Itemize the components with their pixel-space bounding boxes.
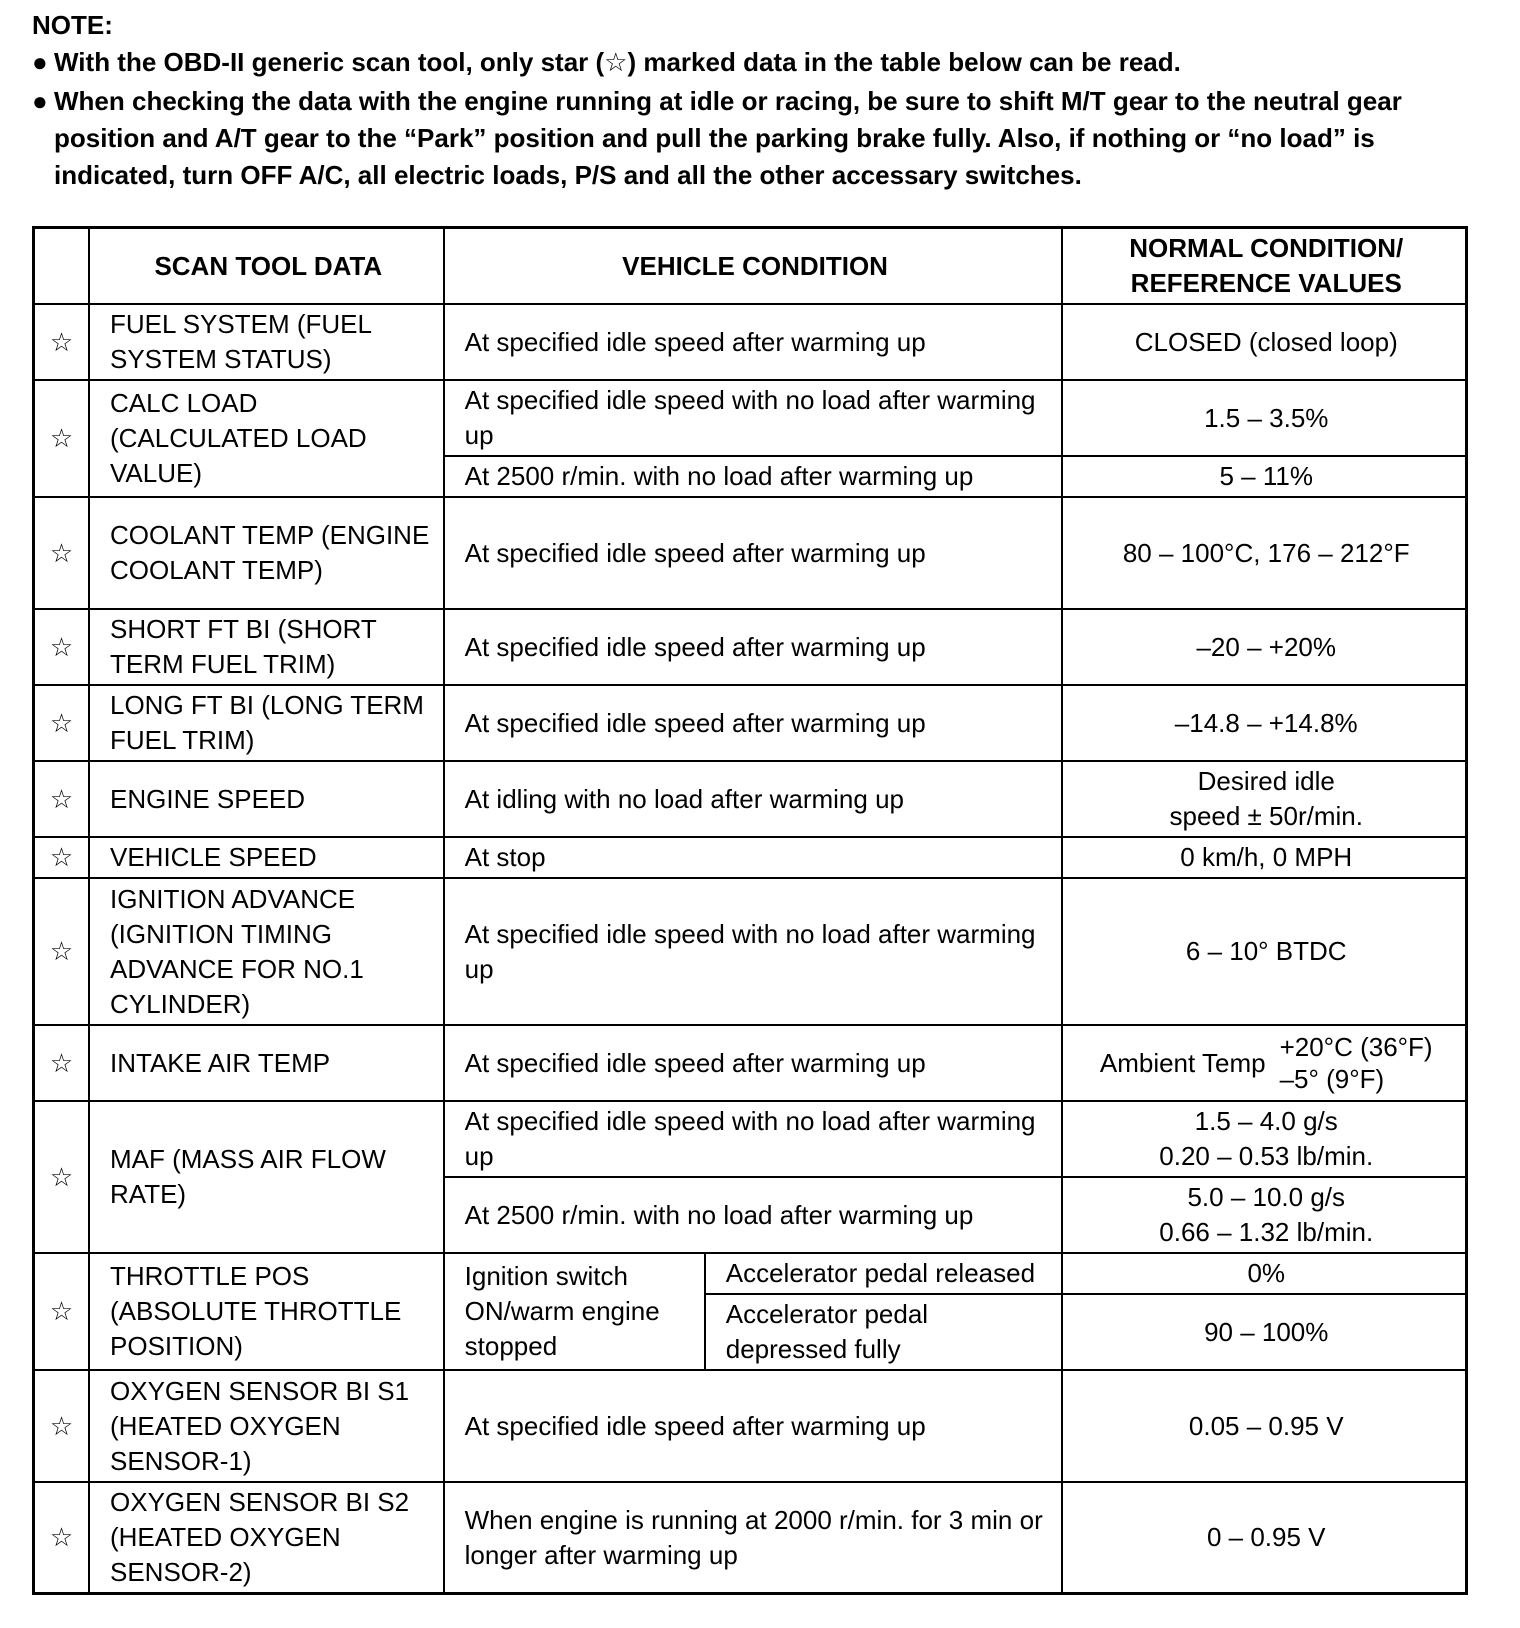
value-cell: –20 – +20% <box>1062 609 1466 685</box>
condition-cell: At specified idle speed after warming up <box>444 609 1063 685</box>
bullet-icon: ● <box>32 47 48 77</box>
scan-data-ignition-advance: IGNITION ADVANCE (IGNITION TIMING ADVANCE FOR NO.1 CYLINDER) <box>89 878 444 1025</box>
table-row <box>34 1482 1467 1594</box>
condition-cell: At idling with no load after warming up <box>444 761 1063 837</box>
scan-data-maf: MAF (MASS AIR FLOW RATE) <box>89 1101 444 1253</box>
scan-data-o2-s1: OXYGEN SENSOR BI S1 (HEATED OXYGEN SENSOR-1) <box>89 1370 444 1482</box>
table-row <box>34 304 1467 380</box>
star-icon: ☆ <box>34 761 90 837</box>
scan-tool-data-table <box>32 226 1468 1595</box>
value-cell: 0 km/h, 0 MPH <box>1062 837 1466 878</box>
scan-data-engine-speed: ENGINE SPEED <box>89 761 444 837</box>
value-cell: CLOSED (closed loop) <box>1062 304 1466 380</box>
condition-cell: At stop <box>444 837 1063 878</box>
value-cell: 0% <box>1062 1253 1466 1294</box>
header-scan-tool-data: SCAN TOOL DATA <box>89 228 444 305</box>
star-icon: ☆ <box>34 1370 90 1482</box>
table-row <box>34 380 1467 456</box>
value-line: 1.5 – 4.0 g/s <box>1194 1106 1338 1136</box>
scan-data-coolant-temp: COOLANT TEMP (ENGINE COOLANT TEMP) <box>89 497 444 609</box>
table-row <box>34 761 1467 837</box>
value-cell: 0.05 – 0.95 V <box>1062 1370 1466 1482</box>
condition-cell: At specified idle speed after warming up <box>444 1025 1063 1101</box>
value-cell: 90 – 100% <box>1062 1294 1466 1370</box>
header-star-cell <box>34 228 90 305</box>
value-cell: 6 – 10° BTDC <box>1062 878 1466 1025</box>
star-icon: ☆ <box>34 685 90 761</box>
scan-data-intake-air-temp: INTAKE AIR TEMP <box>89 1025 444 1101</box>
star-icon: ☆ <box>34 380 90 497</box>
sub-condition-cell: Accelerator pedal released <box>705 1253 1063 1294</box>
value-cell: 5 – 11% <box>1062 456 1466 497</box>
table-row <box>34 837 1467 878</box>
value-cell: 80 – 100°C, 176 – 212°F <box>1062 497 1466 609</box>
note-item <box>32 83 1502 194</box>
condition-cell: At specified idle speed after warming up <box>444 1370 1063 1482</box>
star-icon: ☆ <box>34 1101 90 1253</box>
value-line: Desired idle <box>1197 766 1335 796</box>
table-header-row <box>34 228 1467 305</box>
value-cell <box>1062 1177 1466 1253</box>
header-normal-line1: NORMAL CONDITION/ <box>1129 233 1404 263</box>
condition-cell: At specified idle speed after warming up <box>444 304 1063 380</box>
table-row <box>34 497 1467 609</box>
star-icon: ☆ <box>34 304 90 380</box>
value-line: 0.66 – 1.32 lb/min. <box>1159 1217 1374 1247</box>
value-line: speed ± 50r/min. <box>1169 801 1363 831</box>
note-text: With the OBD-II generic scan tool, only star (☆) marked data in the table below can be read. <box>54 47 1181 77</box>
value-cell <box>1062 1101 1466 1177</box>
ambient-temp-label: Ambient Temp <box>1099 1047 1266 1078</box>
condition-cell: At specified idle speed with no load after warming up <box>444 1101 1063 1177</box>
header-vehicle-condition: VEHICLE CONDITION <box>444 228 1063 305</box>
condition-cell: At 2500 r/min. with no load after warming up <box>444 1177 1063 1253</box>
sub-condition-cell: Accelerator pedal depressed fully <box>705 1294 1063 1370</box>
value-line: 5.0 – 10.0 g/s <box>1187 1182 1346 1212</box>
scan-data-long-ft: LONG FT BI (LONG TERM FUEL TRIM) <box>89 685 444 761</box>
note-block <box>32 8 1502 194</box>
star-icon: ☆ <box>34 878 90 1025</box>
condition-cell: When engine is running at 2000 r/min. for 3 min or longer after warming up <box>444 1482 1063 1594</box>
value-cell <box>1062 1025 1466 1101</box>
tolerance-plus: +20°C (36°F) <box>1279 1032 1433 1062</box>
scan-data-throttle-pos: THROTTLE POS (ABSOLUTE THROTTLE POSITION) <box>89 1253 444 1370</box>
bullet-icon: ● <box>32 86 48 116</box>
scan-data-short-ft: SHORT FT BI (SHORT TERM FUEL TRIM) <box>89 609 444 685</box>
note-text: When checking the data with the engine running at idle or racing, be sure to shift M/T gear to the neutral gear position and A/T gear to the “Park” position and pull the parking brake fully. Also, if nothing or “no load” is indicated, turn OFF A/C, all electric loads, P/S and all the other accessary switches. <box>54 86 1402 190</box>
tolerance-block <box>1280 1031 1433 1095</box>
value-cell: 0 – 0.95 V <box>1062 1482 1466 1594</box>
header-normal-line2: REFERENCE VALUES <box>1130 268 1402 298</box>
table-row <box>34 1253 1467 1294</box>
star-icon: ☆ <box>34 1253 90 1370</box>
condition-cell: At 2500 r/min. with no load after warming up <box>444 456 1063 497</box>
condition-cell: At specified idle speed with no load after warming up <box>444 878 1063 1025</box>
star-icon: ☆ <box>34 1025 90 1101</box>
value-cell: –14.8 – +14.8% <box>1062 685 1466 761</box>
table-row <box>34 1370 1467 1482</box>
table-row <box>34 878 1467 1025</box>
table-row <box>34 1025 1467 1101</box>
header-normal-condition <box>1062 228 1466 305</box>
table-row <box>34 1101 1467 1177</box>
note-item <box>32 44 1502 81</box>
condition-cell: At specified idle speed after warming up <box>444 685 1063 761</box>
star-icon: ☆ <box>34 1482 90 1594</box>
tolerance-minus: –5° (9°F) <box>1279 1064 1385 1094</box>
star-icon: ☆ <box>34 497 90 609</box>
star-icon: ☆ <box>34 837 90 878</box>
value-line: 0.20 – 0.53 lb/min. <box>1159 1141 1374 1171</box>
scan-data-o2-s2: OXYGEN SENSOR BI S2 (HEATED OXYGEN SENSOR-2) <box>89 1482 444 1594</box>
scan-data-fuel-system: FUEL SYSTEM (FUEL SYSTEM STATUS) <box>89 304 444 380</box>
scan-data-vehicle-speed: VEHICLE SPEED <box>89 837 444 878</box>
table-row <box>34 685 1467 761</box>
note-title: NOTE: <box>32 10 113 40</box>
table-row <box>34 609 1467 685</box>
intake-air-temp-value <box>1073 1031 1459 1095</box>
scan-data-calc-load: CALC LOAD (CALCULATED LOAD VALUE) <box>89 380 444 497</box>
condition-cell: At specified idle speed with no load after warming up <box>444 380 1063 456</box>
value-cell: 1.5 – 3.5% <box>1062 380 1466 456</box>
star-icon: ☆ <box>34 609 90 685</box>
condition-cell: Ignition switch ON/warm engine stopped <box>444 1253 705 1370</box>
condition-cell: At specified idle speed after warming up <box>444 497 1063 609</box>
value-cell <box>1062 761 1466 837</box>
